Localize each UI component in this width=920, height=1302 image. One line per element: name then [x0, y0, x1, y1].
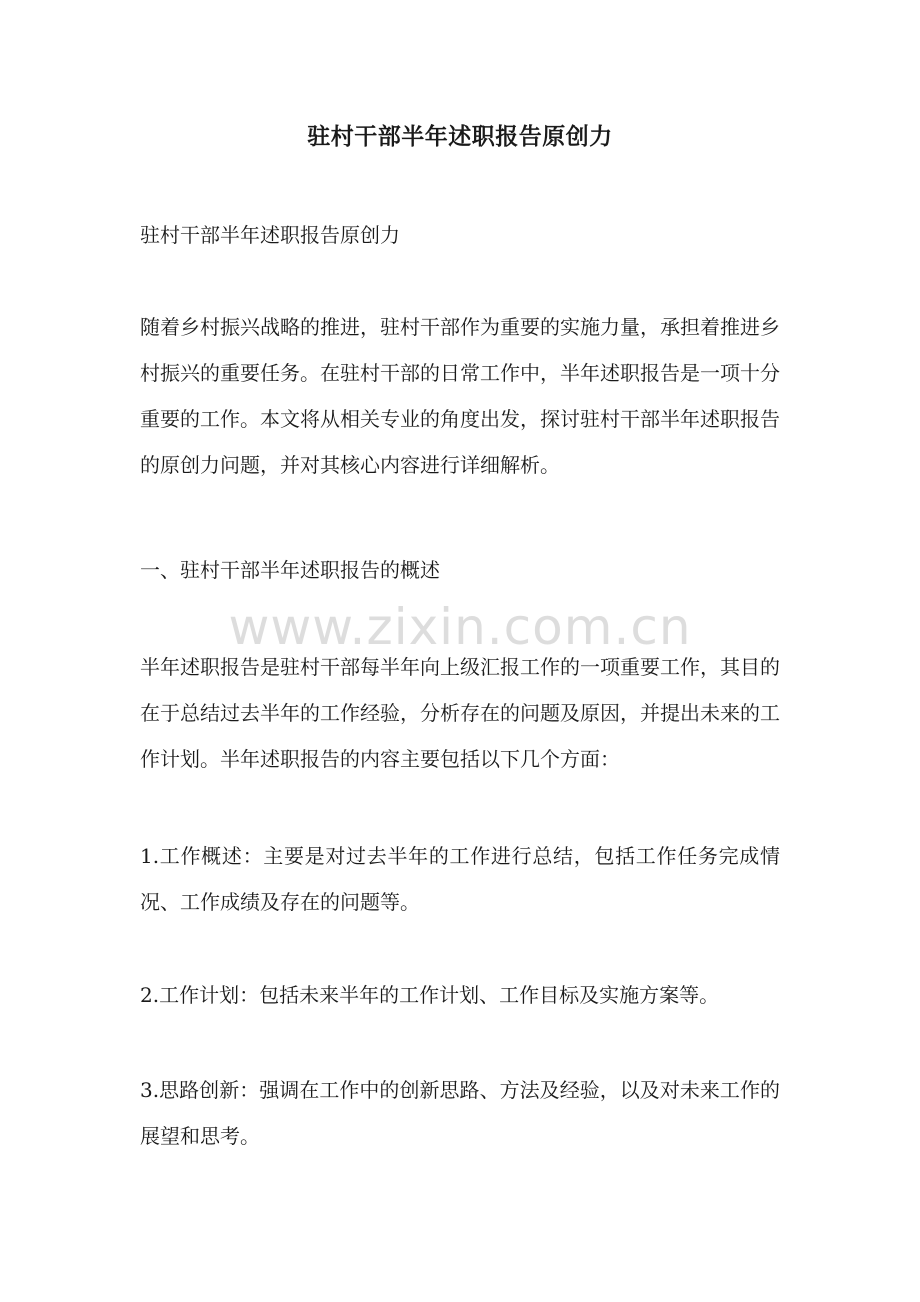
- watermark: www.zixin.com.cn: [228, 598, 692, 656]
- paragraph-intro: 随着乡村振兴战略的推进，驻村干部作为重要的实施力量，承担着推进乡村振兴的重要任务。在驻村干部的日常工作中，半年述职报告是一项十分重要的工作。本文将从相关专业的角度出发，探讨驻村干部半年述职报告的原创力问题，并对其核心内容进行详细解析。: [140, 315, 780, 477]
- section-heading: 一、驻村干部半年述职报告的概述: [140, 558, 440, 582]
- document-subtitle: 驻村干部半年述职报告原创力: [140, 223, 400, 247]
- paragraph-overview: 半年述职报告是驻村干部每半年向上级汇报工作的一项重要工作，其目的在于总结过去半年的工作经验，分析存在的问题及原因，并提出未来的工作计划。半年述职报告的内容主要包括以下几个方面：: [140, 655, 780, 771]
- document-title: 驻村干部半年述职报告原创力: [307, 123, 613, 150]
- list-item-3: 3.思路创新：强调在工作中的创新思路、方法及经验，以及对未来工作的展望和思考。: [140, 1078, 780, 1148]
- list-item-1: 1.工作概述：主要是对过去半年的工作进行总结，包括工作任务完成情况、工作成绩及存在的问题等。: [140, 844, 780, 914]
- list-item-2: 2.工作计划：包括未来半年的工作计划、工作目标及实施方案等。: [140, 983, 720, 1007]
